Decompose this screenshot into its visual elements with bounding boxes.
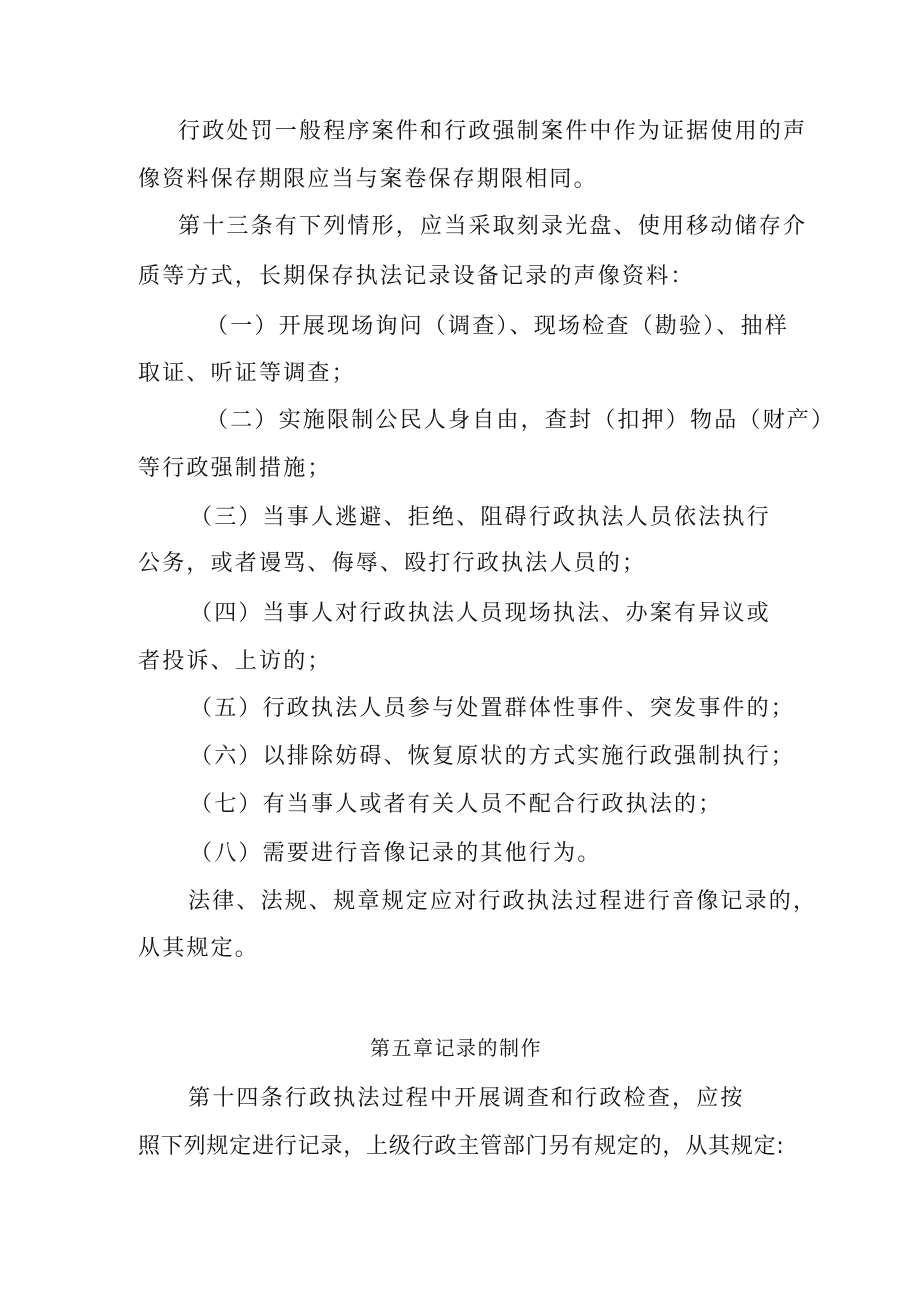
- item-8-line: （八）需要进行音像记录的其他行为。: [190, 841, 602, 866]
- chapter-heading: 第五章记录的制作: [370, 1036, 542, 1060]
- paragraph-1-line-2: 像资料保存期限应当与案卷保存期限相同。: [138, 167, 598, 192]
- item-2-line-1: （二）实施限制公民人身自由，查封（扣押）物品（财产）: [206, 408, 836, 433]
- item-1-line-2: 取证、听证等调查；: [138, 361, 356, 386]
- item-3-line-1: （三）当事人逃避、拒绝、阻碍行政执法人员依法执行: [190, 505, 771, 530]
- item-1-line-1: （一）开展现场询问（调查）、现场检查（勘验）、抽样: [206, 314, 790, 339]
- paragraph-1-line-1: 行政处罚一般程序案件和行政强制案件中作为证据使用的声: [178, 119, 808, 144]
- item-4-line-2: 者投诉、上访的；: [138, 649, 332, 674]
- article-14-line-1: 第十四条行政执法过程中开展调查和行政检查，应按: [188, 1086, 745, 1111]
- item-3-line-2: 公务，或者谩骂、侮辱、殴打行政执法人员的；: [138, 551, 647, 576]
- item-2-line-2: 等行政强制措施；: [138, 456, 332, 481]
- article-13-line-2: 质等方式，长期保存执法记录设备记录的声像资料：: [138, 264, 695, 289]
- item-6-line: （六）以排除妨碍、恢复原状的方式实施行政强制执行；: [190, 744, 796, 769]
- item-4-line-1: （四）当事人对行政执法人员现场执法、办案有异议或: [190, 601, 771, 626]
- item-5-line: （五）行政执法人员参与处置群体性事件、突发事件的；: [190, 696, 796, 721]
- closing-paragraph-line-2: 从其规定。: [138, 936, 260, 961]
- article-13-line-1: 第十三条有下列情形，应当采取刻录光盘、使用移动储存介: [178, 214, 808, 239]
- closing-paragraph-line-1: 法律、法规、规章规定应对行政执法过程进行音像记录的，: [188, 889, 818, 914]
- article-14-line-2: 照下列规定进行记录，上级行政主管部门另有规定的，从其规定:: [138, 1134, 785, 1159]
- item-7-line: （七）有当事人或者有关人员不配合行政执法的；: [190, 792, 723, 817]
